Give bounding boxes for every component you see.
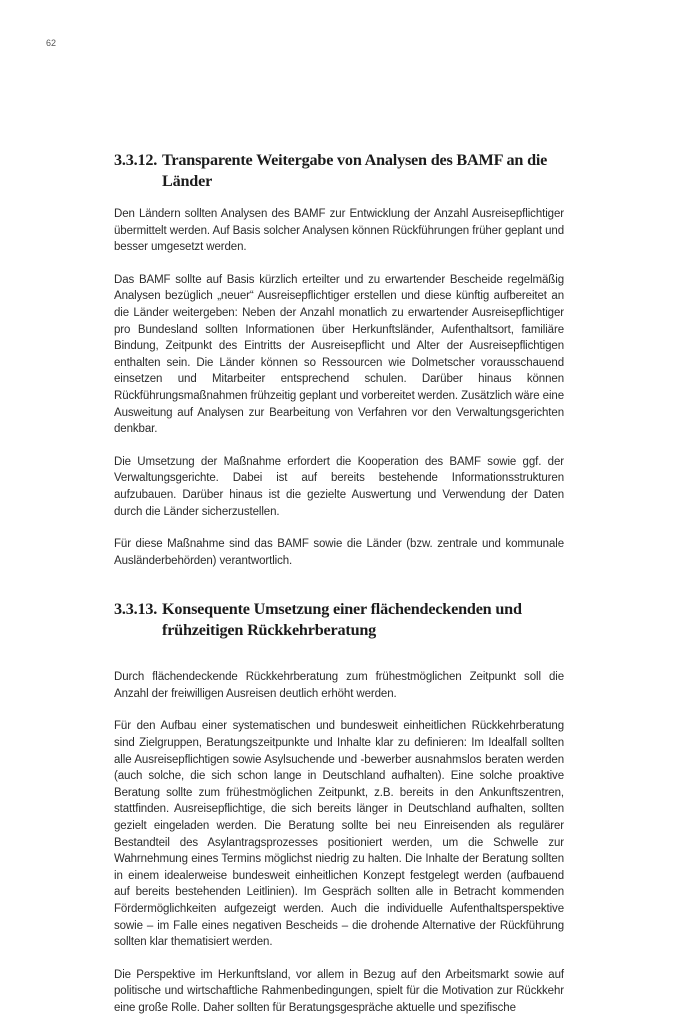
paragraph: Durch flächendeckende Rückkehrberatung zum frühestmöglichen Zeitpunkt soll die Anzahl der freiwilligen Ausreisen deutlich erhöht werden. [114, 671, 564, 700]
document-body [114, 150, 564, 1017]
paragraph: Den Ländern sollten Analysen des BAMF zur Entwicklung der Anzahl Ausreisepflichtiger übermittelt werden. Auf Basis solcher Analysen können Rückführungen früher geplant und besser umgesetzt werden. [114, 208, 564, 254]
paragraph: Die Umsetzung der Maßnahme erfordert die Kooperation des BAMF sowie ggf. der Verwaltungsgerichte. Dabei ist auf bereits bestehende Informationsstrukturen aufzubauen. Darüber hinaus ist die gezielte Auswertung und Verwendung der Daten durch die Länder sicherzustellen. [114, 455, 564, 518]
paragraph: Für diese Maßnahme sind das BAMF sowie die Länder (bzw. zentrale und kommunale Ausländerbehörden) verantwortlich. [114, 538, 564, 567]
section-number: 3.3.12. [114, 151, 158, 169]
section-heading-3-3-13 [114, 599, 564, 641]
paragraph: Das BAMF sollte auf Basis kürzlich erteilter und zu erwartender Bescheide regelmäßig Analysen bezüglich „neuer“ Ausreisepflichtiger erstellen und diese künftig aufbereitet an die Länder weitergeben: Neben der Anzahl monatlich zu erwartender Ausreisepflichtiger pro Bundesland sollten Informationen über Herkunftsländer, Aufenthaltsort, familiäre Bindung, Zeitpunkt des Eintritts der Ausreisepflicht und Alter der Ausreisepflichtigen enthalten sein. Die Länder können so Ressourcen wie Dolmetscher vorausschauend einsetzen und Mitarbeiter entsprechend schulen. Darüber hinaus können Rückführungsmaßnahmen frühzeitig geplant und vorbereitet werden. Zusätzlich wäre eine Ausweitung auf Analysen zur Bearbeitung von Verfahren vor den Verwaltungsgerichten denkbar. [114, 273, 564, 436]
section-title: Konsequente Umsetzung einer flächendeckenden und frühzeitigen Rückkehrberatung [162, 600, 522, 640]
paragraph: Die Perspektive im Herkunftsland, vor allem in Bezug auf den Arbeitsmarkt sowie auf politische und wirtschaftliche Rahmenbedingungen, spielt für die Motivation zur Rückkehr eine große Rolle. Daher sollten für Beratungsgespräche aktuelle und spezifische [114, 968, 564, 1014]
section-number: 3.3.13. [114, 600, 158, 619]
paragraph: Für den Aufbau einer systematischen und bundesweit einheitlichen Rückkehrberatung sind Zielgruppen, Beratungszeitpunkte und Inhalte klar zu definieren: Im Idealfall sollten alle Ausreisepflichtigen sowie Asylsuchende und -bewerber ausnahmslos beraten werden (auch solche, die sich schon lange in Deutschland aufhalten). Eine solche proaktive Beratung sollte zum frühestmöglichen Zeitpunkt, z.B. bereits in den Ankunftszentren, stattfinden. Ausreisepflichtige, die sich bereits länger in Deutschland aufhalten, sollten gezielt eingeladen werden. Die Beratung sollte bei neu Einreisenden als regulärer Bestandteil des Asylantragsprozesses positioniert werden, um die Schwelle zur Wahrnehmung eines Termins möglichst niedrig zu halten. Die Inhalte der Beratung sollten in einem idealerweise bundesweit einheitlichen Konzept festgelegt werden (aufbauend auf bereits bestehenden Leitlinien). Im Gespräch sollten alle in Betracht kommenden Fördermöglichkeiten aufgezeigt werden. Auch die individuelle Aufenthaltsperspektive sowie – im Falle eines negativen Bescheids – die drohende Alternative der Rückführung sollten klar thematisiert werden. [114, 720, 564, 949]
section-heading-3-3-12 [114, 150, 564, 192]
section-title: Transparente Weitergabe von Analysen des BAMF an die Länder [162, 151, 548, 190]
page-number: 62 [46, 38, 57, 48]
